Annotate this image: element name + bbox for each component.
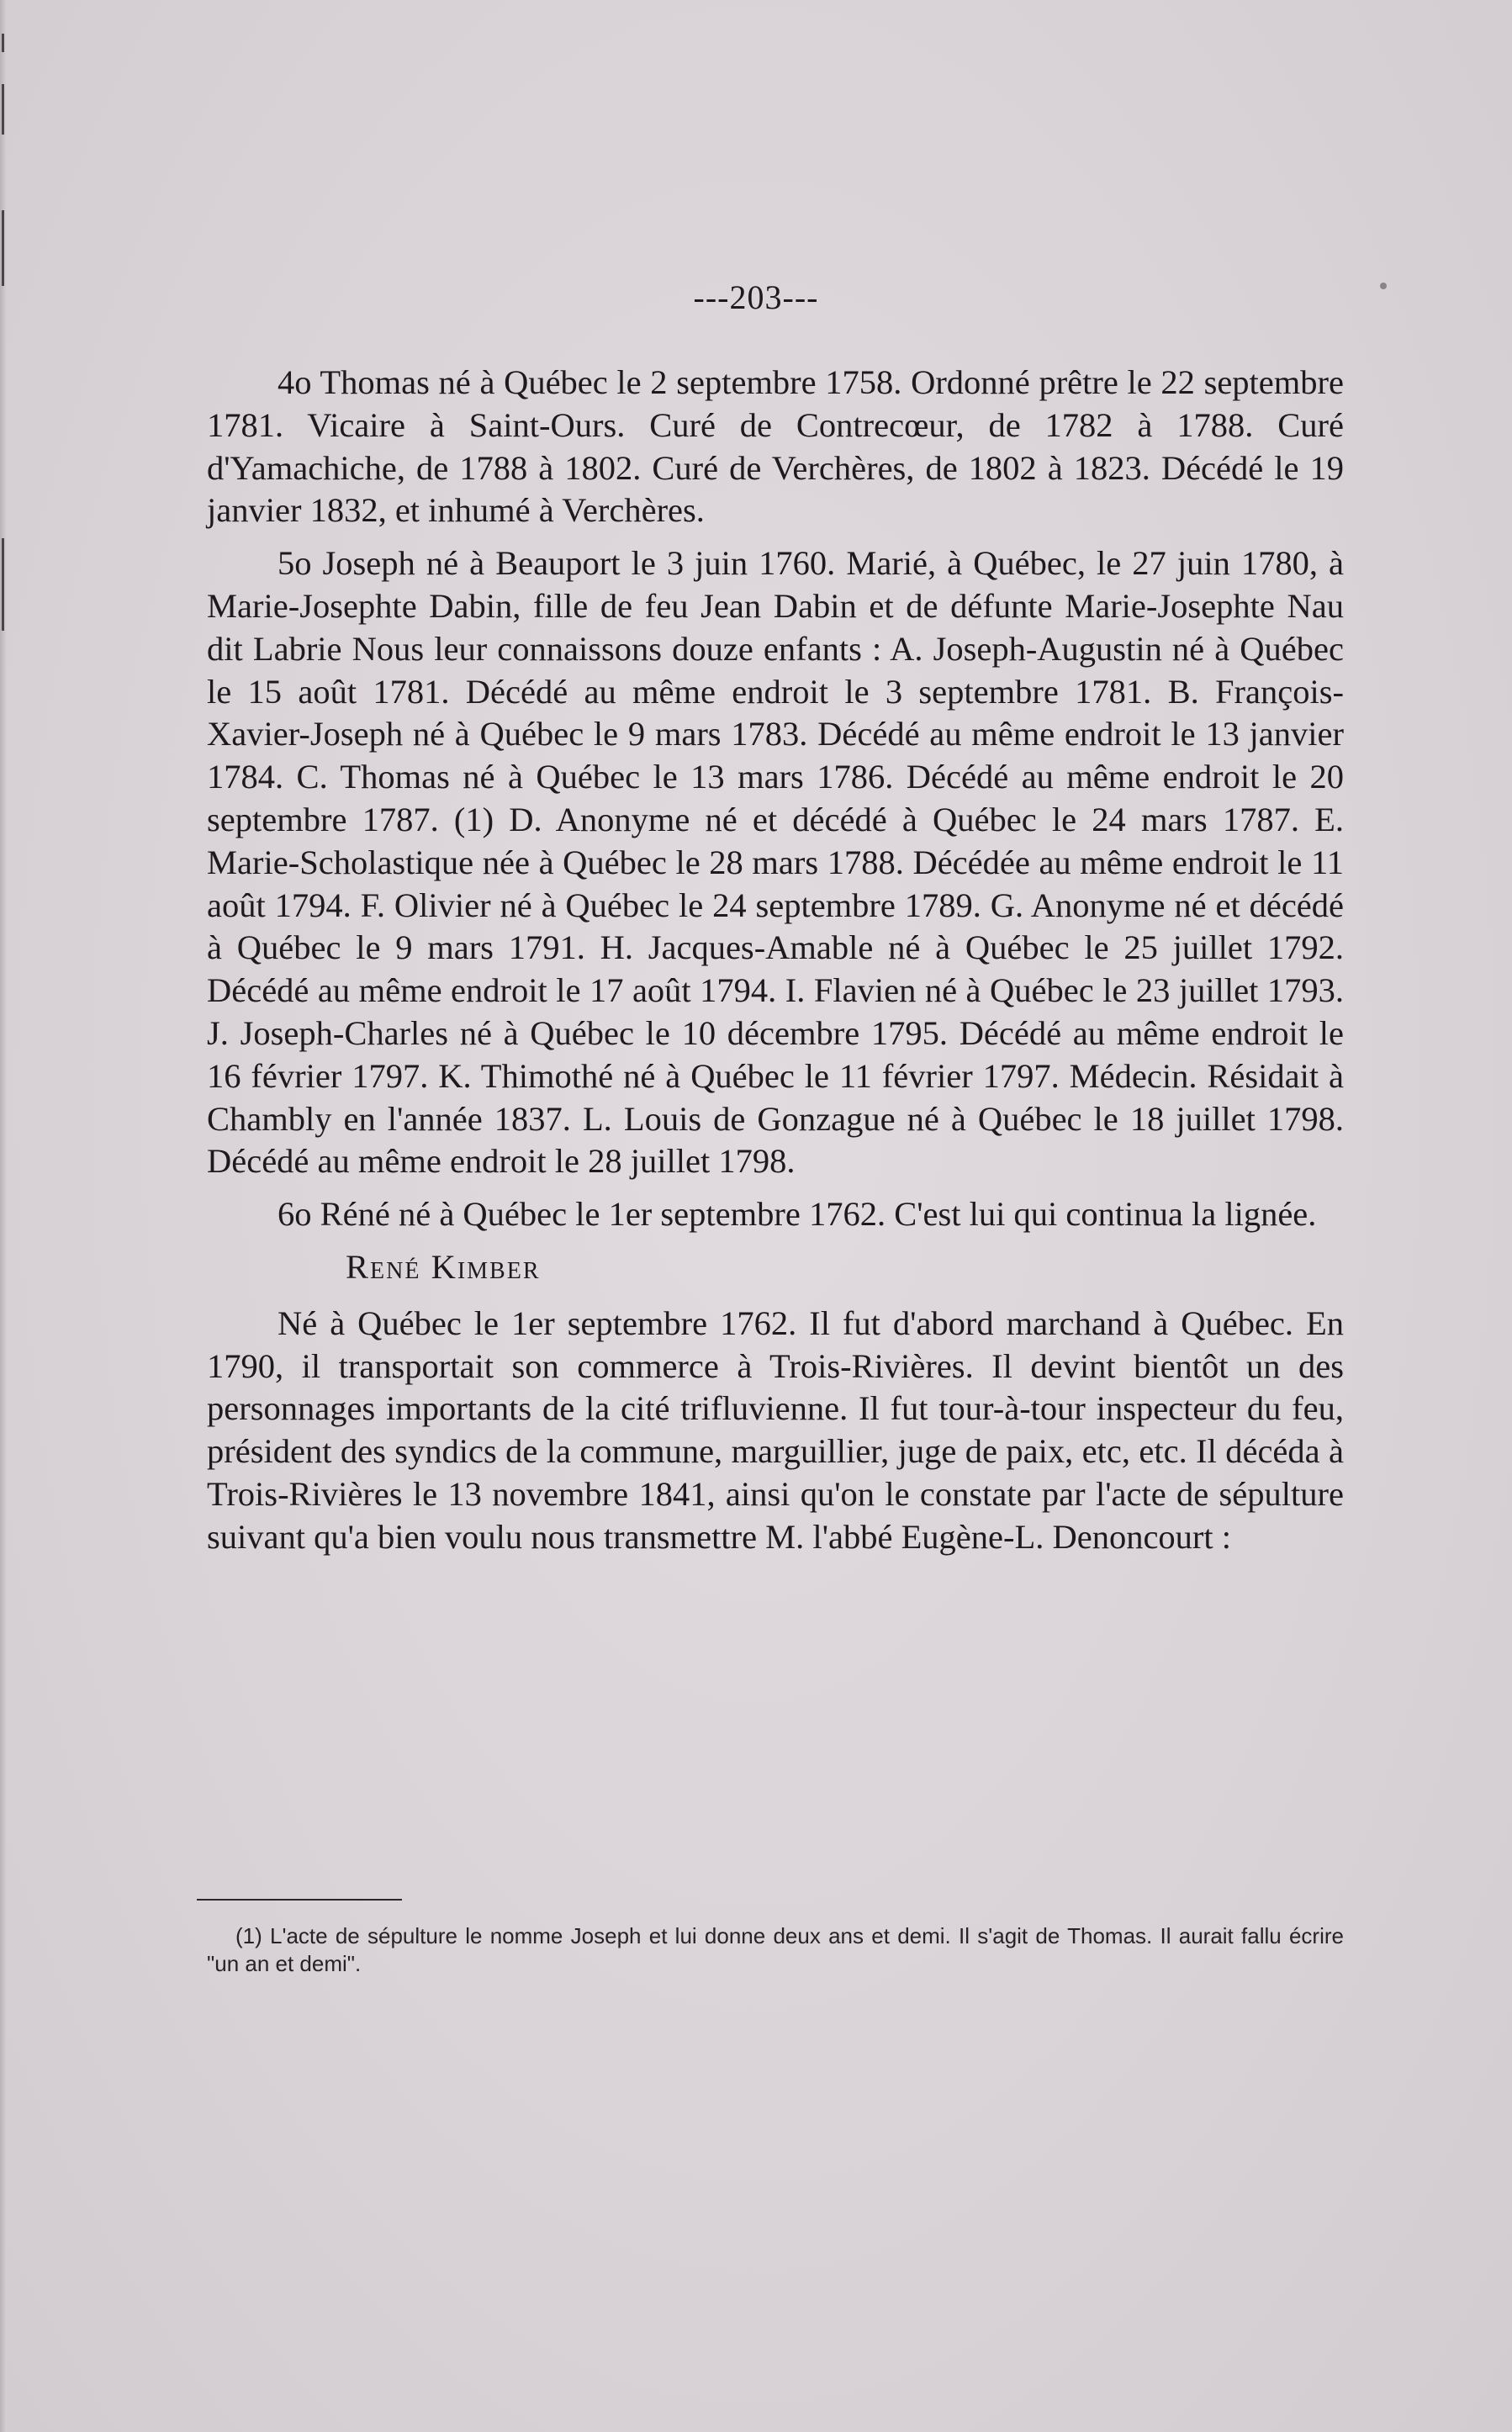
binding-mark bbox=[2, 210, 4, 286]
binding-mark bbox=[2, 34, 4, 52]
footnote-rule bbox=[197, 1899, 402, 1901]
paragraph-joseph: 5o Joseph né à Beauport le 3 juin 1760. Marié, à Québec, le 27 juin 1780, à Marie-Josephte Dabin, fille de feu Jean Dabin et de défunte Marie-Josephte Nau dit Labrie Nous leur connaissons douze enfants : A. Joseph-Augustin né à Québec le 15 août 1781. Décédé au même endroit le 3 septembre 1781. B. François-Xavier-Joseph né à Québec le 9 mars 1783. Décédé au même endroit le 13 janvier 1784. C. Thomas né à Québec le 13 mars 1786. Décédé au même endroit le 20 septembre 1787. (1) D. Anonyme né et décédé à Québec le 24 mars 1787. E. Marie-Scholastique née à Québec le 28 mars 1788. Décédée au même endroit le 11 août 1794. F. Olivier né à Québec le 24 septembre 1789. G. Anonyme né et décédé à Québec le 9 mars 1791. H. Jacques-Amable né à Québec le 25 juillet 1792. Décédé au même endroit le 17 août 1794. I. Flavien né à Québec le 23 juillet 1793. J. Joseph-Charles né à Québec le 10 décembre 1795. Décédé au même endroit le 16 février 1797. K. Thimothé né à Québec le 11 février 1797. Médecin. Résidait à Chambly en l'année 1837. L. Louis de Gonzague né à Québec le 18 juillet 1798. Décédé au même endroit le 28 juillet 1798. bbox=[207, 544, 1344, 1181]
page-binding-edge bbox=[0, 0, 7, 2432]
paragraph-thomas: 4o Thomas né à Québec le 2 septembre 1758. Ordonné prêtre le 22 septembre 1781. Vicaire à Saint-Ours. Curé de Contrecœur, de 1782 à 1788. Curé d'Yamachiche, de 1788 à 1802. Curé de Verchères, de 1802 à 1823. Décédé le 19 janvier 1832, et inhumé à Verchères. bbox=[207, 363, 1344, 530]
footnote: (1) L'acte de sépulture le nomme Joseph et lui donne deux ans et demi. Il s'agit de Thomas. Il aurait fallu écrire "un an et demi". bbox=[207, 1923, 1344, 1976]
section-paragraph: Né à Québec le 1er septembre 1762. Il fut d'abord marchand à Québec. En 1790, il transportait son commerce à Trois-Rivières. Il devint bientôt un des personnages importants de la cité trifluvienne. Il fut tour-à-tour inspecteur du feu, président des syndics de la commune, marguillier, juge de paix, etc, etc. Il décéda à Trois-Rivières le 13 novembre 1841, ainsi qu'on le constate par l'acte de sépulture suivant qu'a bien voulu nous transmettre M. l'abbé Eugène-L. Denoncourt : bbox=[207, 1303, 1344, 1556]
page-number: ---203--- bbox=[693, 278, 819, 316]
paragraph-rene: 6o Réné né à Québec le 1er septembre 1762. C'est lui qui continua la lignée. bbox=[278, 1195, 1317, 1234]
body-text bbox=[207, 362, 1344, 1569]
binding-mark bbox=[2, 84, 4, 135]
section-heading: René Kimber bbox=[346, 1247, 541, 1286]
binding-mark bbox=[2, 538, 4, 631]
